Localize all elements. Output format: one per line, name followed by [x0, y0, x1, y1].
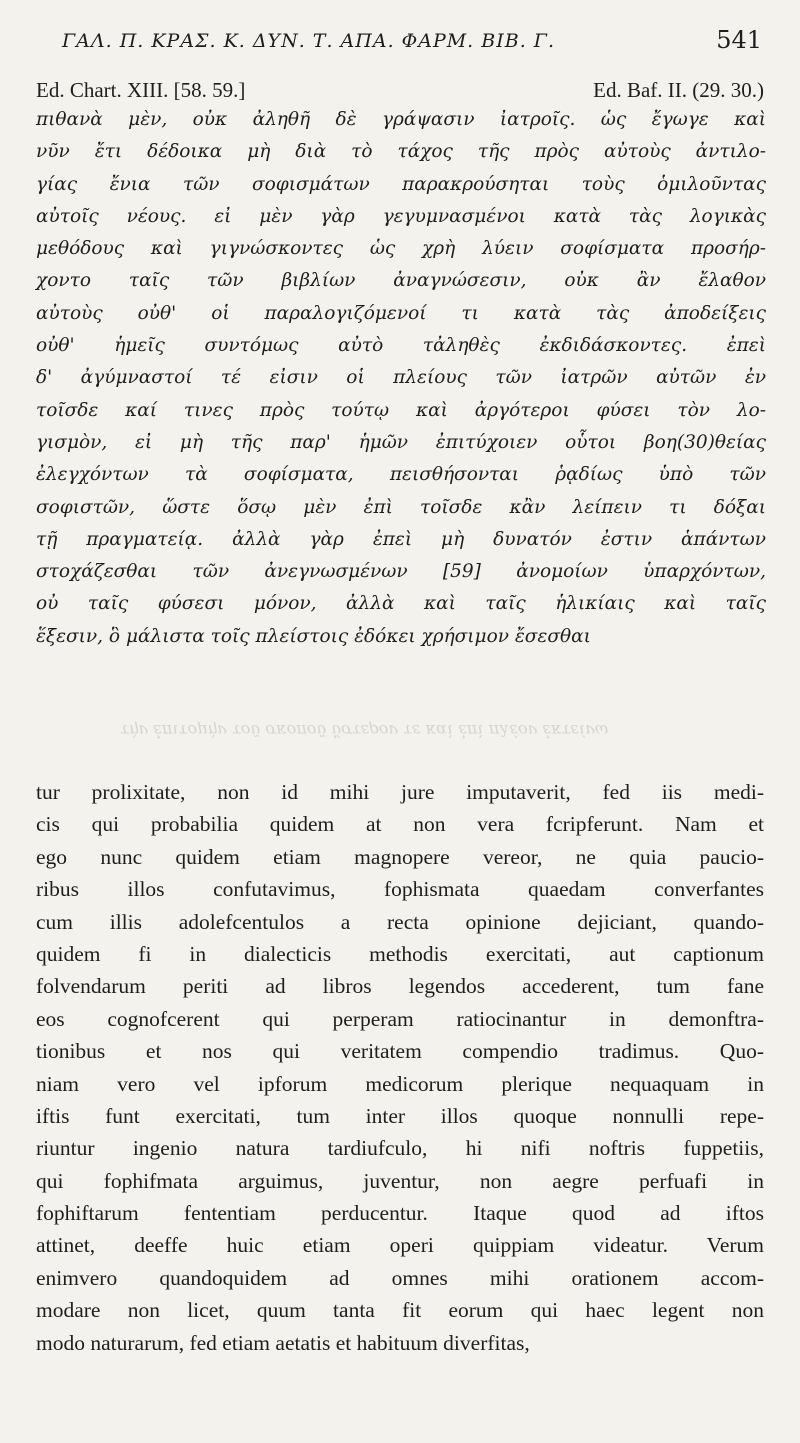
latin-text-block [36, 776, 764, 1359]
latin-text-line: enimvero quandoquidem ad omnes mihi orationem accom- [36, 1265, 764, 1290]
greek-text-block [36, 104, 766, 653]
edition-reference-line [36, 78, 764, 104]
page-number: 541 [716, 26, 762, 54]
latin-text-line: cis qui probabilia quidem at non vera fcripferunt. Nam et [36, 812, 764, 837]
greek-text-line: οὐθ' ἡμεῖς συντόμως αὐτὸ τἀληθὲς ἐκδιδάσκοντες. ἐπεὶ [36, 335, 766, 357]
latin-text-line: qui fophifmata arguimus, juventur, non aegre perfuafi in [36, 1168, 764, 1193]
latin-text-line: ego nunc quidem etiam magnopere vereor, ne quia paucio- [36, 844, 764, 869]
latin-text-line: eos cognofcerent qui perperam ratiocinantur in demonftra- [36, 1006, 764, 1031]
latin-text-line: folvendarum periti ad libros legendos accederent, tum fane [36, 974, 764, 999]
greek-text-line: σοφιστῶν, ὥστε ὅσῳ μὲν ἐπὶ τοῖσδε κἂν λείπειν τι δόξαι [36, 496, 766, 518]
greek-text-line: γίας ἔνια τῶν σοφισμάτων παρακρούσηται τοὺς ὁμιλοῦντας [36, 173, 766, 195]
latin-text-line: modo naturarum, fed etiam aetatis et habituum diverfitas, [36, 1330, 530, 1355]
bleed-through-text: τὴν ἐπιτομὴν τοῦ σκοποῦ ὕστερον τε καὶ ἐπὶ πλέον ἐκτείνω [120, 721, 609, 740]
greek-text-line: χοντο ταῖς τῶν βιβλίων ἀναγνώσεσιν, οὐκ ἂν ἔλαθον [36, 270, 766, 292]
latin-text-line: iftis funt exercitati, tum inter illos quoque nonnulli repe- [36, 1103, 764, 1128]
latin-text-line: tionibus et nos qui veritatem compendio tradimus. Quo- [36, 1039, 764, 1064]
greek-text-line: τοῖσδε καί τινες πρὸς τούτῳ καὶ ἀργότεροι φύσει τὸν λο- [36, 399, 766, 421]
latin-text-line: tur prolixitate, non id mihi jure imputaverit, fed iis medi- [36, 780, 764, 804]
greek-text-line: στοχάζεσθαι τῶν ἀνεγνωσμένων [59] ἀνομοίων ὑπαρχόντων, [36, 561, 766, 583]
latin-text-line: niam vero vel ipforum medicorum plerique nequaquam in [36, 1071, 764, 1096]
greek-text-line: οὐ ταῖς φύσεσι μόνον, ἀλλὰ καὶ ταῖς ἡλικίαις καὶ ταῖς [36, 593, 766, 615]
latin-text-line: fophiftarum fententiam perducentur. Itaque quod ad iftos [36, 1201, 764, 1226]
latin-text-line: ribus illos confutavimus, fophismata quaedam converfantes [36, 877, 764, 902]
greek-text-line: γισμὸν, εἰ μὴ τῆς παρ' ἡμῶν ἐπιτύχοιεν οὗτοι βοη(30)θείας [36, 431, 766, 453]
running-title: ΓΑΛ. Π. ΚΡΑΣ. Κ. ΔΥΝ. Τ. ΑΠΑ. ΦΑΡΜ. ΒΙΒ. Γ. [62, 30, 555, 52]
latin-text-line: riuntur ingenio natura tardiufculo, hi nifi noftris fuppetiis, [36, 1136, 764, 1161]
latin-text-line: cum illis adolefcentulos a recta opinione dejiciant, quando- [36, 909, 764, 934]
greek-text-line: τῇ πραγματείᾳ. ἀλλὰ γὰρ ἐπεὶ μὴ δυνατόν ἐστιν ἁπάντων [36, 528, 766, 550]
latin-text-line: quidem fi in dialecticis methodis exercitati, aut captionum [36, 941, 764, 966]
greek-text-line: δ' ἀγύμναστοί τέ εἰσιν οἱ πλείους τῶν ἰατρῶν αὐτῶν ἐν [36, 367, 766, 389]
greek-text-line: ἕξεσιν, ὃ μάλιστα τοῖς πλείστοις ἐδόκει χρήσιμον ἔσεσθαι [36, 625, 591, 647]
latin-text-line: attinet, deeffe huic etiam operi quippiam videatur. Verum [36, 1233, 764, 1258]
basel-edition-ref: Ed. Baf. II. (29. 30.) [593, 78, 764, 102]
greek-text-line: αὐτοὺς οὐθ' οἱ παραλογιζόμενοί τι κατὰ τὰς ἀποδείξεις [36, 302, 766, 324]
greek-text-line: πιθανὰ μὲν, οὐκ ἀληθῆ δὲ γράψασιν ἰατροῖς. ὡς ἔγωγε καὶ [36, 109, 766, 130]
running-header [62, 26, 762, 60]
greek-text-line: μεθόδους καὶ γιγνώσκοντες ὡς χρὴ λύειν σοφίσματα προσήρ- [36, 238, 766, 260]
latin-text-line: modare non licet, quum tanta fit eorum qui haec legent non [36, 1298, 764, 1323]
chartier-edition-ref: Ed. Chart. XIII. [58. 59.] [36, 78, 246, 102]
greek-text-line: νῦν ἔτι δέδοικα μὴ διὰ τὸ τάχος τῆς πρὸς αὐτοὺς ἀντιλο- [36, 141, 766, 163]
greek-text-line: ἐλεγχόντων τὰ σοφίσματα, πεισθήσονται ῥᾳδίως ὑπὸ τῶν [36, 464, 766, 486]
greek-text-line: αὐτοῖς νέους. εἰ μὲν γὰρ γεγυμνασμένοι κατὰ τὰς λογικὰς [36, 205, 766, 227]
